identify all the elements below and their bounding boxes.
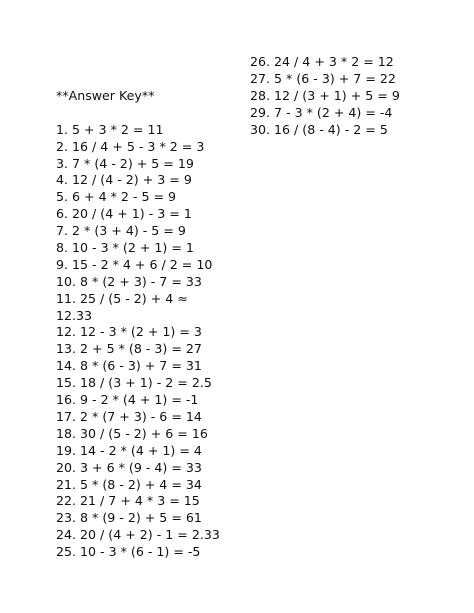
answer-item-22: 22. 21 / 7 + 4 * 3 = 15	[56, 493, 200, 509]
answer-item-1: 1. 5 + 3 * 2 = 11	[56, 121, 164, 137]
answer-item-27: 27. 5 * (6 - 3) + 7 = 22	[250, 70, 396, 86]
answer-item-19: 19. 14 - 2 * (4 + 1) = 4	[56, 442, 202, 458]
answer-item-3: 3. 7 * (4 - 2) + 5 = 19	[56, 155, 194, 171]
answer-item-30: 30. 16 / (8 - 4) - 2 = 5	[250, 121, 388, 137]
answer-item-8: 8. 10 - 3 * (2 + 1) = 1	[56, 240, 194, 256]
answer-item-2: 2. 16 / 4 + 5 - 3 * 2 = 3	[56, 138, 205, 154]
answer-item-9: 9. 15 - 2 * 4 + 6 / 2 = 10	[56, 256, 213, 272]
answer-item-26: 26. 24 / 4 + 3 * 2 = 12	[250, 54, 394, 69]
answer-item-11-continued: 12.33	[56, 307, 93, 323]
answer-item-18: 18. 30 / (5 - 2) + 6 = 16	[56, 425, 208, 441]
answer-item-7: 7. 2 * (3 + 4) - 5 = 9	[56, 223, 186, 239]
answer-key-heading: **Answer Key**	[56, 88, 155, 103]
answer-item-10: 10. 8 * (2 + 3) - 7 = 33	[56, 273, 202, 289]
answer-item-20: 20. 3 + 6 * (9 - 4) = 33	[56, 459, 202, 475]
answer-item-21: 21. 5 * (8 - 2) + 4 = 34	[56, 476, 202, 492]
answer-item-12: 12. 12 - 3 * (2 + 1) = 3	[56, 324, 202, 340]
answer-item-16: 16. 9 - 2 * (4 + 1) = -1	[56, 392, 199, 408]
answer-item-5: 5. 6 + 4 * 2 - 5 = 9	[56, 189, 177, 205]
answer-item-4: 4. 12 / (4 - 2) + 3 = 9	[56, 172, 192, 188]
answer-item-11: 11. 25 / (5 - 2) + 4 ≈	[56, 290, 188, 306]
answer-item-25: 25. 10 - 3 * (6 - 1) = -5	[56, 544, 201, 560]
answer-item-28: 28. 12 / (3 + 1) + 5 = 9	[250, 87, 400, 103]
answer-item-23: 23. 8 * (9 - 2) + 5 = 61	[56, 510, 202, 526]
answer-item-24: 24. 20 / (4 + 2) - 1 = 2.33	[56, 527, 220, 543]
answer-item-29: 29. 7 - 3 * (2 + 4) = -4	[250, 104, 393, 120]
answer-item-14: 14. 8 * (6 - 3) + 7 = 31	[56, 358, 202, 374]
right-column	[250, 54, 460, 138]
answer-item-15: 15. 18 / (3 + 1) - 2 = 2.5	[56, 375, 212, 391]
answer-item-13: 13. 2 + 5 * (8 - 3) = 27	[56, 341, 202, 357]
answer-item-17: 17. 2 * (7 + 3) - 6 = 14	[56, 408, 202, 424]
answer-item-6: 6. 20 / (4 + 1) - 3 = 1	[56, 206, 192, 222]
left-column	[56, 88, 246, 561]
